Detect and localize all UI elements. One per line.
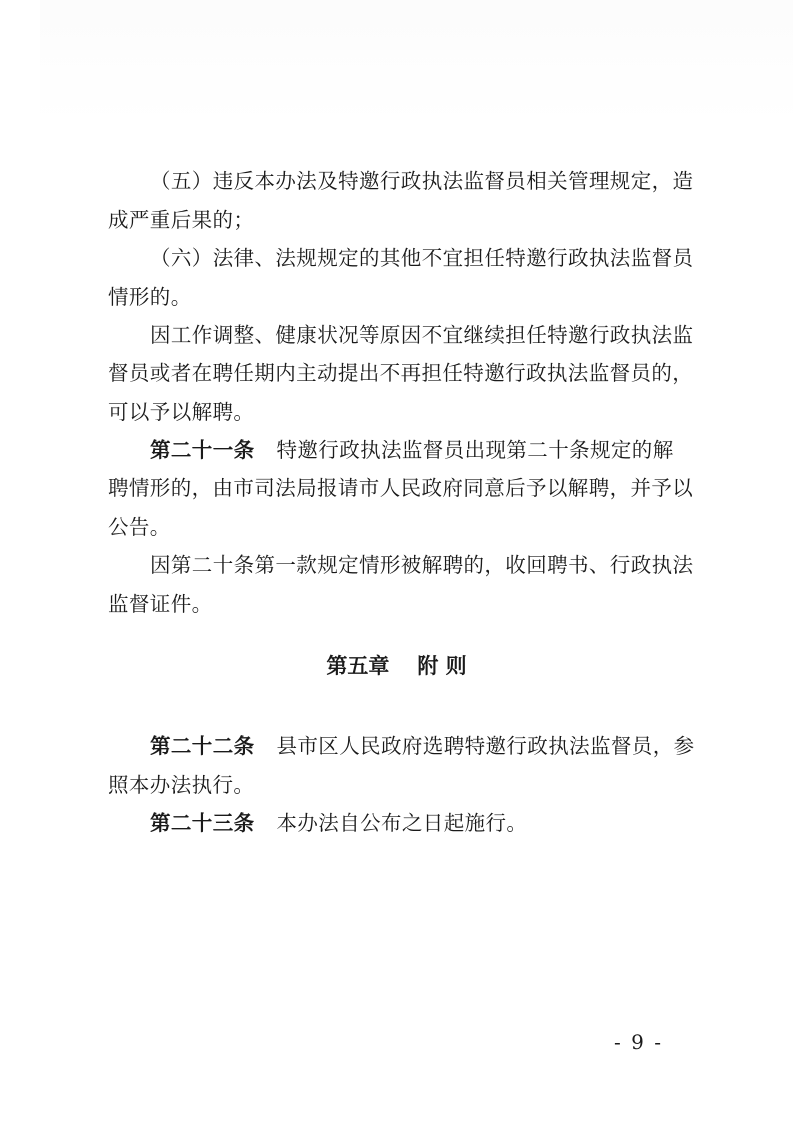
article-22-text: 县市区人民政府选聘特邀行政执法监督员，参 bbox=[276, 734, 695, 758]
paragraph-5-line-2: 成严重后果的； bbox=[108, 208, 255, 232]
paragraph-dismissal-line-1: 因工作调整、健康状况等原因不宜继续担任特邀行政执法监 bbox=[150, 323, 694, 347]
chapter-heading bbox=[0, 652, 793, 680]
article-21-line-2: 聘情形的，由市司法局报请市人民政府同意后予以解聘，并予以 bbox=[108, 476, 694, 500]
article-21-line-3: 公告。 bbox=[108, 515, 171, 539]
paragraph-recall-line-1: 因第二十条第一款规定情形被解聘的，收回聘书、行政执法 bbox=[150, 553, 694, 577]
article-21-number: 第二十一条 bbox=[150, 438, 255, 462]
article-23-number: 第二十三条 bbox=[150, 811, 255, 835]
paragraph-6-line-1: （六）法律、法规规定的其他不宜担任特邀行政执法监督员 bbox=[150, 246, 694, 270]
paragraph-dismissal-line-3: 可以予以解聘。 bbox=[108, 400, 255, 424]
paragraph-recall-line-2: 监督证件。 bbox=[108, 592, 213, 616]
article-22-line-2: 照本办法执行。 bbox=[108, 773, 255, 797]
article-23-text: 本办法自公布之日起施行。 bbox=[276, 811, 528, 835]
page-number: - 9 - bbox=[614, 1030, 663, 1054]
article-21-text: 特邀行政执法监督员出现第二十条规定的解 bbox=[276, 438, 674, 462]
article-22-line-1 bbox=[150, 732, 695, 760]
paragraph-5-line-1: （五）违反本办法及特邀行政执法监督员相关管理规定，造 bbox=[150, 169, 694, 193]
paragraph-6-line-2: 情形的。 bbox=[108, 285, 192, 309]
paragraph-dismissal-line-2: 督员或者在聘任期内主动提出不再担任特邀行政执法监督员的， bbox=[108, 361, 694, 385]
chapter-number: 第五章 bbox=[326, 654, 390, 678]
article-22-number: 第二十二条 bbox=[150, 734, 255, 758]
article-21-line-1 bbox=[150, 436, 674, 464]
article-23-line-1 bbox=[150, 809, 527, 837]
chapter-title: 附 则 bbox=[417, 654, 467, 678]
